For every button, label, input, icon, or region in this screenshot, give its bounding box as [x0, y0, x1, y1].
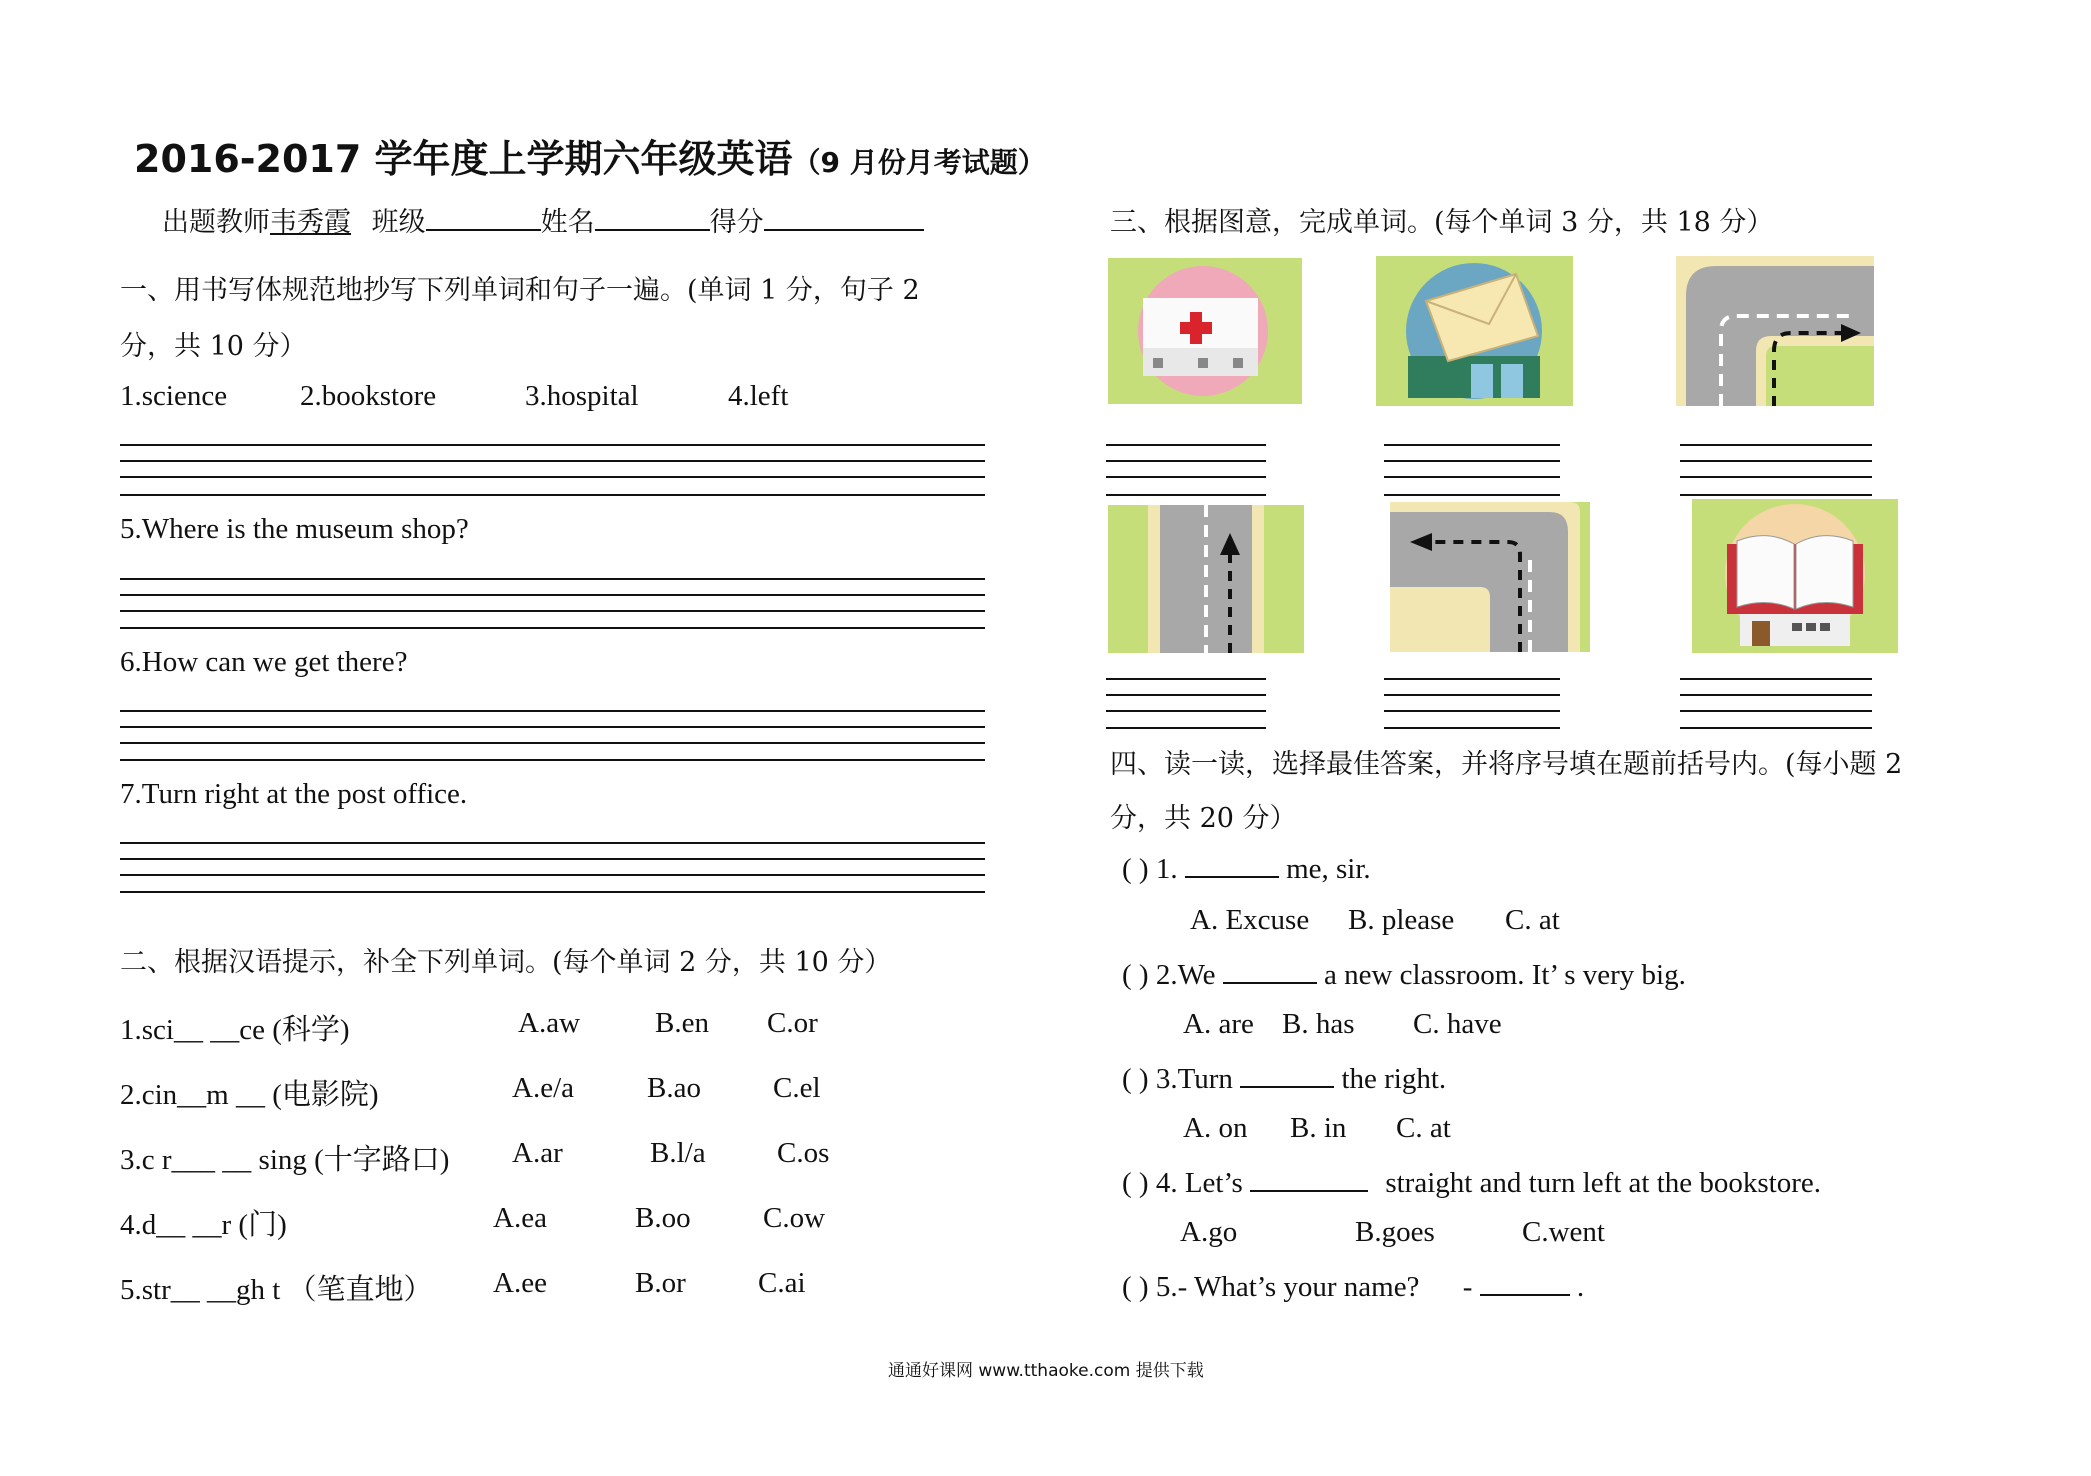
answer-line[interactable]: [1384, 678, 1560, 680]
bookstore-picture: [1692, 499, 1898, 653]
word-1: 1.science: [120, 380, 228, 412]
writing-line[interactable]: [120, 494, 985, 496]
answer-parentheses[interactable]: ( ): [1122, 1063, 1149, 1095]
s2-q5: 5.str__ __gh t （笔直地）: [120, 1274, 433, 1306]
answer-parentheses[interactable]: ( ): [1122, 1167, 1149, 1199]
word-2: 2.bookstore: [300, 380, 437, 412]
answer-blank[interactable]: [1480, 1268, 1570, 1296]
teacher-name: 韦秀霞: [270, 207, 351, 238]
writing-line[interactable]: [120, 858, 985, 860]
class-blank[interactable]: [426, 203, 541, 231]
score-blank[interactable]: [764, 203, 924, 231]
sentence-7: 7.Turn right at the post office.: [120, 778, 468, 810]
s2-q2-option-a: A.e/a: [512, 1072, 574, 1104]
sentence-6: 6.How can we get there?: [120, 646, 408, 678]
s2-q5-option-b: B.or: [635, 1267, 686, 1299]
s2-q1: 1.sci__ __ce (科学): [120, 1014, 350, 1046]
s2-q3-option-c: C.os: [777, 1137, 830, 1169]
writing-line[interactable]: [120, 710, 985, 712]
go-straight-picture: [1108, 505, 1304, 653]
answer-blank[interactable]: [1240, 1060, 1334, 1088]
answer-line[interactable]: [1680, 460, 1872, 462]
writing-line[interactable]: [120, 627, 985, 629]
section3-heading: 三、根据图意，完成单词。(每个单词 3 分，共 18 分）: [1110, 207, 1774, 238]
answer-line[interactable]: [1680, 476, 1872, 478]
writing-line[interactable]: [120, 842, 985, 844]
s4-q4-option-c: C.went: [1522, 1216, 1605, 1248]
answer-line[interactable]: [1106, 460, 1266, 462]
sentence-5: 5.Where is the museum shop?: [120, 513, 469, 545]
s2-q2: 2.cin__m __ (电影院): [120, 1079, 379, 1111]
s2-q3-option-a: A.ar: [512, 1137, 563, 1169]
writing-line[interactable]: [120, 578, 985, 580]
writing-line[interactable]: [120, 742, 985, 744]
s4-q3-option-c: C. at: [1396, 1112, 1451, 1144]
answer-line[interactable]: [1384, 460, 1560, 462]
section4-heading-line2: 分，共 20 分）: [1110, 803, 1297, 834]
s2-q5-option-c: C.ai: [758, 1267, 806, 1299]
writing-line[interactable]: [120, 460, 985, 462]
section1-heading-line1: 一、用书写体规范地抄写下列单词和句子一遍。(单词 1 分，句子 2: [120, 275, 920, 306]
s2-q5-option-a: A.ee: [493, 1267, 547, 1299]
page-title: [134, 128, 1046, 183]
s4-q5: ( ) 5.- What’s your name? - .: [1122, 1268, 1584, 1304]
s4-q1-option-a: A. Excuse: [1190, 904, 1310, 936]
s2-q3-option-b: B.l/a: [650, 1137, 706, 1169]
s2-q2-option-c: C.el: [773, 1072, 821, 1104]
answer-blank[interactable]: [1250, 1164, 1368, 1192]
answer-line[interactable]: [1106, 476, 1266, 478]
answer-line[interactable]: [1384, 710, 1560, 712]
s4-q1-option-b: B. please: [1348, 904, 1455, 936]
answer-line[interactable]: [1106, 494, 1266, 496]
answer-line[interactable]: [1384, 494, 1560, 496]
answer-line[interactable]: [1106, 694, 1266, 696]
answer-line[interactable]: [1384, 444, 1560, 446]
s4-q1: ( ) 1. me, sir.: [1122, 850, 1371, 886]
answer-parentheses[interactable]: ( ): [1122, 959, 1149, 991]
answer-parentheses[interactable]: ( ): [1122, 1271, 1149, 1303]
s2-q4: 4.d__ __r (门): [120, 1209, 287, 1241]
writing-line[interactable]: [120, 476, 985, 478]
s4-q4-option-b: B.goes: [1355, 1216, 1435, 1248]
answer-parentheses[interactable]: ( ): [1122, 853, 1149, 885]
s4-q3: ( ) 3.Turn the right.: [1122, 1060, 1446, 1096]
answer-line[interactable]: [1106, 444, 1266, 446]
answer-blank[interactable]: [1223, 956, 1317, 984]
writing-line[interactable]: [120, 874, 985, 876]
s2-q4-option-a: A.ea: [493, 1202, 547, 1234]
writing-line[interactable]: [120, 759, 985, 761]
title-sub: （9 月份月考试题）: [792, 146, 1046, 179]
answer-line[interactable]: [1384, 694, 1560, 696]
answer-blank[interactable]: [1185, 850, 1279, 878]
s4-q1-option-c: C. at: [1505, 904, 1560, 936]
s4-q2-option-b: B. has: [1282, 1008, 1355, 1040]
s4-q3-option-b: B. in: [1290, 1112, 1347, 1144]
turn-right-picture: [1676, 256, 1874, 406]
answer-line[interactable]: [1384, 727, 1560, 729]
s2-q4-option-c: C.ow: [763, 1202, 826, 1234]
s2-q4-option-b: B.oo: [635, 1202, 691, 1234]
answer-line[interactable]: [1384, 476, 1560, 478]
s2-q1-option-a: A.aw: [518, 1007, 581, 1039]
s2-q1-option-c: C.or: [767, 1007, 818, 1039]
s2-q1-option-b: B.en: [655, 1007, 709, 1039]
answer-line[interactable]: [1680, 444, 1872, 446]
writing-line[interactable]: [120, 594, 985, 596]
post-office-picture: [1376, 256, 1573, 406]
section2-heading: 二、根据汉语提示，补全下列单词。(每个单词 2 分，共 10 分）: [120, 947, 892, 978]
writing-line[interactable]: [120, 610, 985, 612]
answer-line[interactable]: [1680, 710, 1872, 712]
answer-line[interactable]: [1680, 494, 1872, 496]
s4-q2: ( ) 2.We a new classroom. It’ s very big.: [1122, 956, 1686, 992]
turn-left-picture: [1390, 502, 1590, 652]
name-blank[interactable]: [595, 203, 710, 231]
s4-q4-option-a: A.go: [1180, 1216, 1238, 1248]
s4-q2-option-a: A. are: [1183, 1008, 1254, 1040]
answer-line[interactable]: [1680, 678, 1872, 680]
s4-q3-option-a: A. on: [1183, 1112, 1248, 1144]
answer-line[interactable]: [1106, 710, 1266, 712]
footer-text: 通通好课网 www.tthaoke.com 提供下载: [888, 1361, 1204, 1381]
answer-line[interactable]: [1106, 678, 1266, 680]
score-label: 得分: [709, 207, 764, 238]
hospital-picture: [1108, 258, 1302, 404]
teacher-label: 出题教师: [162, 207, 270, 238]
s4-q2-option-c: C. have: [1413, 1008, 1502, 1040]
answer-line[interactable]: [1680, 694, 1872, 696]
answer-line[interactable]: [1680, 727, 1872, 729]
writing-line[interactable]: [120, 726, 985, 728]
section1-heading-line2: 分，共 10 分）: [120, 331, 307, 362]
writing-line[interactable]: [120, 891, 985, 893]
title-main: 2016-2017 学年度上学期六年级英语: [134, 137, 793, 181]
s4-q4: ( ) 4. Let’s straight and turn left at the bookstore.: [1122, 1164, 1821, 1200]
section4-heading-line1: 四、读一读，选择最佳答案，并将序号填在题前括号内。(每小题 2: [1110, 749, 1903, 780]
s2-q2-option-b: B.ao: [647, 1072, 701, 1104]
word-4: 4.left: [728, 380, 789, 412]
s2-q3: 3.c r___ __ sing (十字路口): [120, 1144, 450, 1176]
writing-line[interactable]: [120, 444, 985, 446]
name-label: 姓名: [540, 207, 595, 238]
exam-info-line: [162, 200, 924, 239]
word-3: 3.hospital: [525, 380, 639, 412]
class-label: 班级: [371, 207, 426, 238]
answer-line[interactable]: [1106, 727, 1266, 729]
